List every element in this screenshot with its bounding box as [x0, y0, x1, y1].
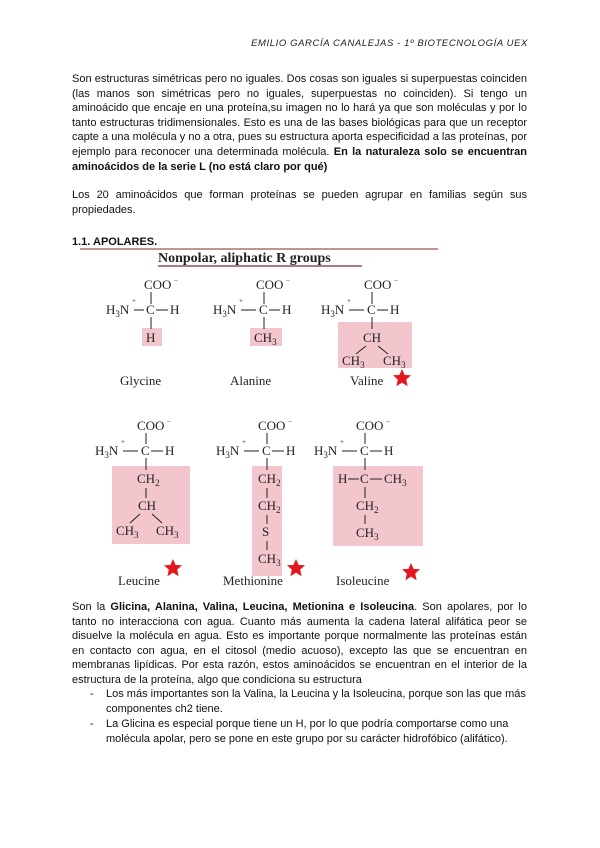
section-title: 1.1. APOLARES.	[72, 236, 158, 248]
star-icon	[402, 563, 420, 580]
amino-name: Glycine	[120, 373, 162, 388]
svg-text:H3N: $H_3N$	[213, 302, 237, 319]
methionine-structure	[216, 418, 305, 588]
svg-text:H: H	[170, 302, 180, 317]
svg-text:H3N: $H_3N$	[314, 443, 338, 460]
list-item: - La Glicina es especial porque tiene un H, por lo que podría comportarse como una molécula apolar, pero se pone en este grupo por su carácter hidrofóbico (alifático).	[90, 718, 509, 745]
amino-name: Methionine	[223, 573, 283, 588]
bullet-list	[72, 687, 532, 747]
svg-text:C: C	[146, 302, 155, 317]
svg-text:−: −	[174, 277, 178, 285]
amino-name: Alanine	[230, 373, 272, 388]
svg-text:C: C	[259, 302, 268, 317]
alanine-structure	[213, 277, 291, 388]
svg-text:CH3: $CH_3$	[258, 551, 281, 568]
amino-name: Valine	[350, 373, 384, 388]
svg-text:CH3: $CH_3$	[342, 353, 365, 370]
svg-text:+: +	[239, 297, 243, 305]
svg-text:−: −	[386, 418, 390, 426]
svg-text:CH3: $CH_3$	[156, 523, 179, 540]
svg-text:−: −	[288, 418, 292, 426]
amino-name: Leucine	[118, 573, 160, 588]
leucine-structure	[95, 418, 190, 588]
svg-text:C: C	[141, 443, 150, 458]
intro-text: Son estructuras simétricas pero no iguales. Dos cosas son iguales si superpuestas coinciden (las manos son simétricas pero no iguales, superpuestas no coinciden). Si tengo un aminoácido que encaje en una proteína,su imagen no lo hará ya que son moléculas y por lo tanto estructuras tridimensionales. Esto es una de las bases biológicas para que un receptor capte a una molécula y no a otra, pues su estructura aporta especificidad a las proteínas, por ejemplo para reconocer una determinada molécula.	[72, 73, 527, 158]
star-icon	[164, 559, 182, 576]
svg-text:−: −	[167, 418, 171, 426]
svg-text:COO: COO	[258, 418, 286, 433]
svg-text:CH3: $CH_3$	[356, 525, 379, 542]
svg-text:H: H	[146, 330, 156, 345]
svg-text:H3N: $H_3N$	[95, 443, 119, 460]
svg-text:H: H	[384, 443, 394, 458]
svg-text:CH3: $CH_3$	[116, 523, 139, 540]
svg-text:−: −	[394, 277, 398, 285]
page-header: EMILIO GARCÍA CANALEJAS - 1º BIOTECNOLOGÍA UEX	[251, 38, 528, 49]
svg-text:+: +	[132, 297, 136, 305]
svg-text:C: C	[360, 443, 369, 458]
amino-acid-figure	[80, 244, 440, 594]
amino-name: Isoleucine	[336, 573, 390, 588]
svg-text:H: H	[390, 302, 400, 317]
svg-text:COO: COO	[137, 418, 165, 433]
svg-text:CH3: $CH_3$	[383, 353, 406, 370]
svg-text:H3N: $H_3N$	[106, 302, 130, 319]
svg-text:COO: COO	[356, 418, 384, 433]
figure-title: Nonpolar, aliphatic R groups	[158, 251, 331, 266]
families-paragraph: Los 20 aminoácidos que forman proteínas se pueden agrupar en familias según sus propiedades.	[72, 189, 527, 216]
star-icon	[287, 559, 305, 576]
svg-text:S: S	[262, 524, 270, 539]
svg-text:H3N: $H_3N$	[216, 443, 240, 460]
intro-paragraph	[72, 72, 527, 174]
svg-text:H3N: $H_3N$	[321, 302, 345, 319]
glycine-structure	[106, 277, 179, 388]
list-item: - Los más importantes son la Valina, la Leucina y la Isoleucina, porque son las que más componentes ch2 tiene.	[90, 688, 526, 715]
apolar-paragraph: Son la Glicina, Alanina, Valina, Leucina, Metionina e Isoleucina. Son apolares, por lo tanto no interacciona con agua. Cuanto más aumenta la cadena lateral alifática peor se disuelve la molécula en agua. Esto es importante porque normalmente las proteínas están en contacto con agua, en el citosol (medio acuoso), excepto las que se encuentran en membranas lipídicas. Por esta razón, estos aminoácidos se encuentran en el interior de la estructura de la proteína, algo que condiciona su estructura	[72, 601, 527, 686]
svg-text:CH2: $CH_2$	[137, 471, 160, 488]
svg-text:H: H	[338, 471, 348, 486]
svg-text:H: H	[165, 443, 175, 458]
svg-text:+: +	[242, 438, 246, 446]
svg-text:COO: COO	[256, 277, 284, 292]
svg-text:C: C	[262, 443, 271, 458]
star-icon	[393, 369, 411, 386]
intro-bold-statement: En la naturaleza solo se encuentran aminoácidos de la serie L (no está claro por qué)	[72, 145, 527, 173]
svg-text:CH3: $CH_3$	[384, 471, 407, 488]
svg-text:−: −	[286, 277, 290, 285]
svg-text:CH: CH	[363, 330, 382, 345]
isoleucine-structure	[314, 418, 423, 588]
apolar-amino-list: Glicina, Alanina, Valina, Leucina, Metionina e Isoleucina	[110, 601, 415, 613]
svg-text:CH2: $CH_2$	[258, 471, 281, 488]
svg-text:CH: CH	[138, 498, 157, 513]
svg-text:H: H	[286, 443, 296, 458]
svg-text:C: C	[360, 471, 369, 486]
valine-structure	[321, 277, 412, 388]
svg-text:CH2: $CH_2$	[258, 498, 281, 515]
svg-text:+: +	[347, 297, 351, 305]
svg-text:+: +	[121, 438, 125, 446]
svg-text:H: H	[282, 302, 292, 317]
svg-text:COO: COO	[364, 277, 392, 292]
svg-text:COO: COO	[144, 277, 172, 292]
svg-text:C: C	[367, 302, 376, 317]
svg-text:CH3: $CH_3$	[254, 330, 277, 347]
svg-text:+: +	[340, 438, 344, 446]
svg-text:CH2: $CH_2$	[356, 498, 379, 515]
